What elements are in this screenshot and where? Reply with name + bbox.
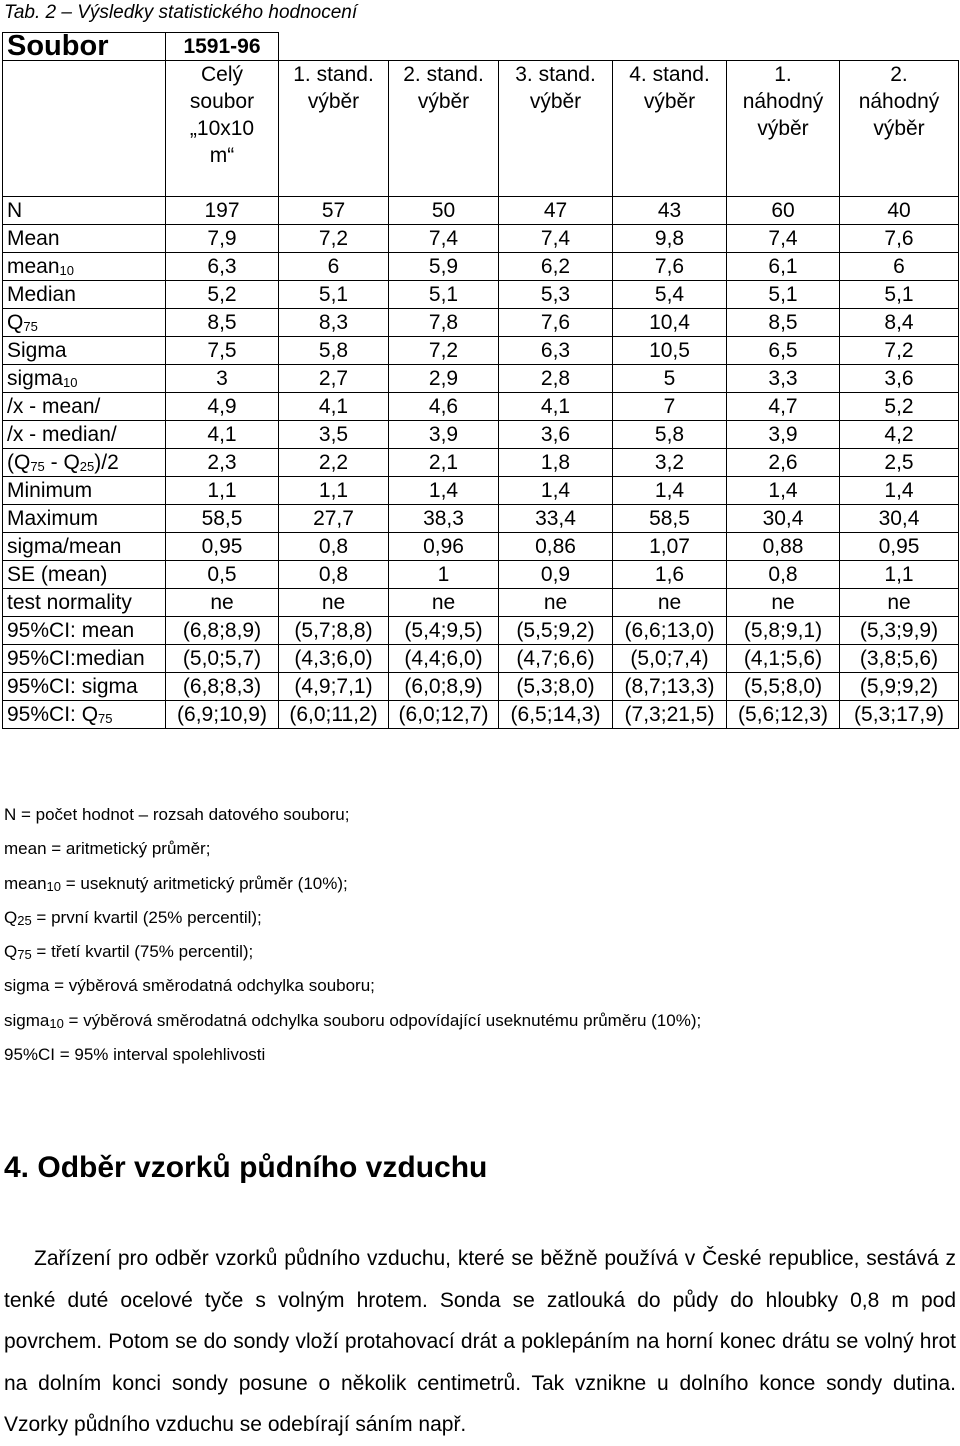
table-row [3, 337, 959, 365]
table-cell: 2,3 [166, 449, 279, 477]
legend-text: mean = aritmetický průměr; [4, 839, 211, 859]
table-cell: 6,3 [499, 337, 613, 365]
table-cell: 10,4 [613, 309, 727, 337]
table-row [3, 561, 959, 589]
table-cell: 5,1 [840, 281, 959, 309]
row-label-text: Minimum [7, 479, 93, 502]
legend-text: = třetí kvartil (75% percentil); [31, 942, 254, 962]
statistics-table [2, 32, 959, 729]
row-label-text: test normality [7, 591, 132, 614]
legend-text: sigma = výběrová směrodatná odchylka souboru; [4, 976, 375, 996]
table-cell: (5,0;5,7) [166, 645, 279, 673]
table-cell: (5,4;9,5) [389, 617, 499, 645]
table-cell: 7,4 [499, 225, 613, 253]
table-cell: 5,8 [613, 421, 727, 449]
column-header-7 [840, 61, 959, 197]
legend-item [4, 1038, 701, 1072]
column-header-5 [613, 61, 727, 197]
table-cell: 8,5 [166, 309, 279, 337]
table-cell: 1,1 [279, 477, 389, 505]
table-cell: 5,4 [613, 281, 727, 309]
row-label-text: 95%CI: mean [7, 619, 135, 642]
table-cell: 0,95 [840, 533, 959, 561]
legend-subscript: 10 [49, 1015, 64, 1031]
table-cell: 0,8 [279, 561, 389, 589]
table-cell: 0,95 [166, 533, 279, 561]
row-label-text: Q [7, 311, 24, 334]
table-row [3, 701, 959, 729]
table-cell: 4,1 [166, 421, 279, 449]
header-line: soubor [189, 90, 255, 113]
table-cell: 0,8 [279, 533, 389, 561]
table-cell: 38,3 [389, 505, 499, 533]
table-row [3, 645, 959, 673]
table-cell: (5,7;8,8) [279, 617, 389, 645]
table-cell: 7,8 [389, 309, 499, 337]
table-cell: 0,8 [727, 561, 840, 589]
header-line: „10x10 [189, 117, 255, 140]
header-line: 2. stand. [403, 63, 484, 86]
row-label-text: (Q [7, 451, 31, 474]
row-label [3, 393, 166, 421]
legend-text: mean [4, 873, 47, 893]
table-cell: ne [389, 589, 499, 617]
table-cell: (6,0;12,7) [389, 701, 499, 729]
table-cell: 4,9 [166, 393, 279, 421]
table-cell: 5,1 [389, 281, 499, 309]
row-label-text: - Q [44, 451, 80, 474]
row-label-subscript: 75 [30, 459, 45, 474]
table-row [3, 393, 959, 421]
row-label-subscript: 25 [79, 459, 95, 474]
table-cell: 0,9 [499, 561, 613, 589]
table-cell: 0,86 [499, 533, 613, 561]
table-cell: 58,5 [613, 505, 727, 533]
header-line: 3. stand. [515, 63, 596, 86]
table-cell: 4,1 [499, 393, 613, 421]
table-cell: 4,1 [279, 393, 389, 421]
row-label [3, 337, 166, 365]
table-cell: ne [499, 589, 613, 617]
row-label-text: Sigma [7, 339, 67, 362]
row-label [3, 421, 166, 449]
header-line: výběr [307, 90, 360, 113]
row-label [3, 477, 166, 505]
table-cell: (5,0;7,4) [613, 645, 727, 673]
row-label-subscript: 75 [23, 319, 38, 334]
row-label-text: 95%CI: sigma [7, 675, 138, 698]
row-label-text: N [7, 199, 23, 222]
table-cell: 5,2 [840, 393, 959, 421]
section-title: 4. Odběr vzorků půdního vzduchu [4, 1151, 488, 1184]
row-label [3, 253, 166, 281]
table-cell: 3 [166, 365, 279, 393]
table-cell: (4,7;6,6) [499, 645, 613, 673]
table-cell: (5,5;9,2) [499, 617, 613, 645]
header-line: výběr [757, 117, 809, 140]
table-cell: 8,4 [840, 309, 959, 337]
header-line: m“ [209, 144, 235, 167]
table-cell: (6,0;11,2) [279, 701, 389, 729]
header-line: 1. stand. [293, 63, 374, 86]
legend-item [4, 798, 701, 832]
column-header-6 [727, 61, 840, 197]
soubor-row [3, 33, 959, 61]
table-cell: (6,8;8,9) [166, 617, 279, 645]
legend-text: = výběrová směrodatná odchylka souboru odpovídající useknutému průměru (10%); [63, 1010, 702, 1030]
legend-item [4, 935, 701, 969]
legend-text: 95%CI = 95% interval spolehlivosti [4, 1045, 266, 1065]
row-label [3, 561, 166, 589]
legend-text: Q [4, 907, 18, 927]
table-cell: (7,3;21,5) [613, 701, 727, 729]
table-cell: 7,4 [727, 225, 840, 253]
table-cell: 3,6 [840, 365, 959, 393]
table-cell: 1,4 [727, 477, 840, 505]
table-cell: (8,7;13,3) [613, 673, 727, 701]
table-cell: 5,3 [499, 281, 613, 309]
table-cell: 57 [279, 197, 389, 225]
table-cell: 6,5 [727, 337, 840, 365]
header-line: výběr [529, 90, 582, 113]
table-cell: (4,9;7,1) [279, 673, 389, 701]
header-line: 4. stand. [629, 63, 710, 86]
table-cell: 1,07 [613, 533, 727, 561]
table-cell: 47 [499, 197, 613, 225]
row-label [3, 449, 166, 477]
row-label [3, 197, 166, 225]
row-label-subscript: 75 [98, 711, 113, 726]
table-cell: 3,2 [613, 449, 727, 477]
table-cell: (5,3;9,9) [840, 617, 959, 645]
table-row [3, 505, 959, 533]
table-cell: 7,6 [840, 225, 959, 253]
table-cell: ne [840, 589, 959, 617]
table-cell: 1,6 [613, 561, 727, 589]
table-row [3, 673, 959, 701]
table-row [3, 421, 959, 449]
table-cell: 6,3 [166, 253, 279, 281]
header-line: 1. [774, 63, 792, 86]
legend-item [4, 832, 701, 866]
soubor-label: Soubor [3, 33, 166, 61]
header-line: výběr [873, 117, 925, 140]
table-row [3, 617, 959, 645]
table-cell: 1,8 [499, 449, 613, 477]
row-label [3, 365, 166, 393]
column-header-3 [389, 61, 499, 197]
row-label-text: Maximum [7, 507, 99, 530]
row-label-text: )/2 [94, 451, 119, 474]
row-label [3, 701, 166, 729]
legend-item [4, 901, 701, 935]
row-label-text: sigma/mean [7, 535, 122, 558]
table-cell: 7,2 [840, 337, 959, 365]
header-line: výběr [417, 90, 470, 113]
row-label-text: mean [7, 255, 60, 278]
legend-subscript: 10 [46, 878, 61, 894]
header-line: náhodný [742, 90, 824, 113]
table-cell: 3,9 [389, 421, 499, 449]
table-cell: (6,9;10,9) [166, 701, 279, 729]
row-label [3, 589, 166, 617]
row-label-text: 95%CI: Q [7, 703, 99, 726]
table-cell: 3,5 [279, 421, 389, 449]
table-cell: 1,1 [840, 561, 959, 589]
table-cell: 30,4 [727, 505, 840, 533]
table-row [3, 477, 959, 505]
table-cell: 4,7 [727, 393, 840, 421]
table-cell: 60 [727, 197, 840, 225]
table-cell: 2,8 [499, 365, 613, 393]
table-cell: 1,1 [166, 477, 279, 505]
table-cell: 3,6 [499, 421, 613, 449]
table-cell: (5,3;17,9) [840, 701, 959, 729]
row-label [3, 505, 166, 533]
table-row [3, 225, 959, 253]
table-cell: (5,6;12,3) [727, 701, 840, 729]
row-label-text: Median [7, 283, 76, 306]
table-cell: 5,9 [389, 253, 499, 281]
header-line: 2. [890, 63, 908, 86]
row-label [3, 309, 166, 337]
table-row [3, 281, 959, 309]
row-label-text: /x - mean/ [7, 395, 101, 418]
header-line [5, 115, 163, 142]
table-cell: (5,5;8,0) [727, 673, 840, 701]
legend-subscript: 75 [17, 947, 32, 963]
table-cell: 50 [389, 197, 499, 225]
table-cell: ne [166, 589, 279, 617]
column-header-1 [166, 61, 279, 197]
table-cell: 1 [389, 561, 499, 589]
table-cell: 2,5 [840, 449, 959, 477]
header-line [5, 88, 163, 115]
row-label [3, 533, 166, 561]
abbreviation-legend [4, 798, 701, 1072]
row-label-text: Mean [7, 227, 60, 250]
table-cell: (4,1;5,6) [727, 645, 840, 673]
table-cell: (4,3;6,0) [279, 645, 389, 673]
table-row [3, 365, 959, 393]
table-cell: 6 [840, 253, 959, 281]
table-cell: 0,5 [166, 561, 279, 589]
paragraph-text: Zařízení pro odběr vzorků půdního vzduchu, které se běžně používá v České republice, sestává z tenké duté ocelové tyče s volným hrotem. Sonda se zatlouká do půdy do hloubky 0,8 m pod povrchem. Potom se do sondy vloží protahovací drát a poklepáním na horní konec drátu se volný hrot na dolním konci sondy posune o několik centimetrů. Tak vznikne u dolního konce sondy dutina. Vzorky půdního vzduchu se odebírají sáním např. [4, 1247, 956, 1436]
legend-item [4, 867, 701, 901]
row-label [3, 225, 166, 253]
column-header-row [3, 61, 959, 197]
table-cell: 4,6 [389, 393, 499, 421]
table-cell: ne [613, 589, 727, 617]
column-header-2 [279, 61, 389, 197]
legend-text: = useknutý aritmetický průměr (10%); [61, 873, 348, 893]
table-row [3, 253, 959, 281]
table-cell: (6,5;14,3) [499, 701, 613, 729]
table-cell: 7,9 [166, 225, 279, 253]
row-label-text: sigma [7, 367, 64, 390]
table-cell: 58,5 [166, 505, 279, 533]
table-cell: 1,4 [840, 477, 959, 505]
table-cell: 40 [840, 197, 959, 225]
table-cell: 7,6 [613, 253, 727, 281]
table-cell: 2,6 [727, 449, 840, 477]
table-cell: 7 [613, 393, 727, 421]
row-label-subscript: 10 [63, 375, 78, 390]
table-cell: 2,7 [279, 365, 389, 393]
table-cell: 27,7 [279, 505, 389, 533]
row-label-text: /x - median/ [7, 423, 117, 446]
table-cell: 2,9 [389, 365, 499, 393]
table-cell: 7,2 [389, 337, 499, 365]
table-row [3, 197, 959, 225]
body-paragraph [4, 1238, 956, 1446]
table-cell: 8,5 [727, 309, 840, 337]
row-label [3, 617, 166, 645]
header-line: náhodný [858, 90, 940, 113]
table-cell: 0,88 [727, 533, 840, 561]
column-header-4 [499, 61, 613, 197]
table-cell: 5,1 [279, 281, 389, 309]
table-cell: 3,3 [727, 365, 840, 393]
table-cell: ne [279, 589, 389, 617]
table-row [3, 589, 959, 617]
legend-text: = první kvartil (25% percentil); [31, 907, 262, 927]
legend-subscript: 25 [17, 912, 32, 928]
table-cell: 1,4 [499, 477, 613, 505]
legend-item [4, 969, 701, 1003]
table-cell: 2,1 [389, 449, 499, 477]
table-row [3, 449, 959, 477]
table-cell: 6,2 [499, 253, 613, 281]
table-cell: 4,2 [840, 421, 959, 449]
table-cell: 5,2 [166, 281, 279, 309]
row-label-text: SE (mean) [7, 563, 108, 586]
table-cell: 9,8 [613, 225, 727, 253]
table-caption: Tab. 2 – Výsledky statistického hodnocení [4, 2, 358, 23]
header-line [5, 61, 163, 88]
table-cell: 43 [613, 197, 727, 225]
table-cell: (4,4;6,0) [389, 645, 499, 673]
table-cell: (5,8;9,1) [727, 617, 840, 645]
table-cell: 30,4 [840, 505, 959, 533]
table-row [3, 533, 959, 561]
header-line: Celý [200, 63, 243, 86]
table-cell: (6,0;8,9) [389, 673, 499, 701]
table-cell: 33,4 [499, 505, 613, 533]
table-row [3, 309, 959, 337]
table-cell: 3,9 [727, 421, 840, 449]
header-corner-cell [3, 61, 166, 197]
table-cell: 5,8 [279, 337, 389, 365]
table-cell: (6,6;13,0) [613, 617, 727, 645]
table-cell: (6,8;8,3) [166, 673, 279, 701]
legend-item [4, 1004, 701, 1038]
header-line: výběr [643, 90, 696, 113]
table-cell: 2,2 [279, 449, 389, 477]
row-label [3, 645, 166, 673]
table-cell: 1,4 [613, 477, 727, 505]
table-cell: (5,3;8,0) [499, 673, 613, 701]
table-cell: 5 [613, 365, 727, 393]
table-cell: 7,6 [499, 309, 613, 337]
table-cell: 8,3 [279, 309, 389, 337]
table-cell: 6,1 [727, 253, 840, 281]
row-label-subscript: 10 [59, 263, 74, 278]
table-cell: (3,8;5,6) [840, 645, 959, 673]
table-cell: 7,2 [279, 225, 389, 253]
legend-text: sigma [4, 1010, 50, 1030]
row-label [3, 673, 166, 701]
table-cell: 1,4 [389, 477, 499, 505]
table-cell: 5,1 [727, 281, 840, 309]
table-cell: ne [727, 589, 840, 617]
table-cell: 10,5 [613, 337, 727, 365]
table-cell: 197 [166, 197, 279, 225]
table-cell: 0,96 [389, 533, 499, 561]
legend-text: Q [4, 942, 18, 962]
table-cell: 7,5 [166, 337, 279, 365]
legend-text: N = počet hodnot – rozsah datového souboru; [4, 805, 350, 824]
table-cell: 6 [279, 253, 389, 281]
row-label-text: 95%CI:median [7, 647, 145, 670]
row-label [3, 281, 166, 309]
table-cell: 7,4 [389, 225, 499, 253]
soubor-value: 1591-96 [166, 33, 279, 61]
table-cell: (5,9;9,2) [840, 673, 959, 701]
